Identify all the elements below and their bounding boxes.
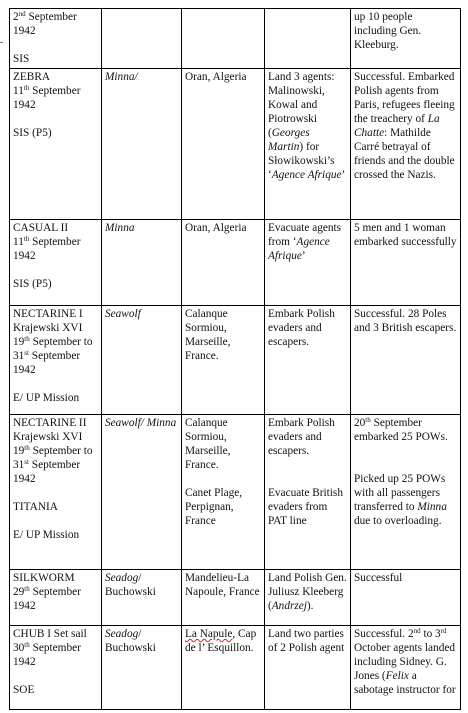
vessel-name: Minna/ — [105, 71, 138, 83]
result-text: 20th September embarked 25 POWs. — [354, 416, 448, 443]
task-cell — [265, 220, 351, 306]
table-row — [10, 220, 461, 306]
task-text: Evacuate agents from ‘Agence Afrique’ — [268, 222, 342, 262]
table-row — [10, 415, 461, 570]
location-cell — [182, 69, 265, 220]
result-text: Successful — [354, 572, 403, 584]
vessel-name: Seawolf — [105, 308, 141, 320]
vessel-cell — [102, 9, 182, 69]
location-text: La Napule, Cap de l’ Esquillon. — [185, 628, 257, 654]
vessel-cell — [102, 626, 182, 710]
location-text-secondary: Canet Plage, Perpignan, France — [185, 487, 243, 527]
task-cell — [265, 570, 351, 626]
result-text-secondary: Picked up 25 POWs with all passengers transferred to Minna due to overloading. — [354, 473, 447, 527]
operation-name: CASUAL II — [13, 222, 69, 234]
task-cell — [265, 415, 351, 570]
organisation-text: SOE — [13, 684, 35, 696]
vessel-cell — [102, 570, 182, 626]
operation-cell — [10, 220, 102, 306]
vessel-name: Seadog/ Buchowski — [105, 572, 156, 598]
operation-name: SILKWORM — [13, 572, 75, 584]
vessel-name: Minna — [105, 222, 135, 234]
operation-name: NECTARINE II Krajewski XVI — [13, 417, 87, 443]
location-text: Mandelieu-La Napoule, France — [185, 572, 260, 598]
task-cell — [265, 306, 351, 415]
result-cell — [351, 626, 461, 710]
operation-name: CHUB I Set sail — [13, 628, 87, 640]
operation-cell — [10, 306, 102, 415]
location-cell — [182, 626, 265, 710]
operation-cell — [10, 415, 102, 570]
task-text: Embark Polish evaders and escapers. — [268, 417, 335, 457]
result-cell — [351, 415, 461, 570]
location-text: Oran, Algeria — [185, 222, 247, 234]
operation-name: SIS — [13, 53, 30, 65]
page-edge-mark — [0, 42, 3, 43]
date-text: 19th September to 31st September 1942 — [13, 335, 93, 376]
date-text: 11th September 1942 — [13, 235, 81, 262]
table-row — [10, 69, 461, 220]
table-row — [10, 9, 461, 69]
date-text: 2nd September 1942 — [13, 10, 77, 37]
result-cell — [351, 570, 461, 626]
result-cell — [351, 306, 461, 415]
vessel-cell — [102, 69, 182, 220]
result-cell — [351, 220, 461, 306]
result-text: Successful. 2nd to 3rd October agents landed including Sidney. G. Jones (Felix a sabotage instructor for — [354, 627, 456, 696]
location-cell — [182, 415, 265, 570]
location-cell — [182, 9, 265, 69]
result-cell — [351, 69, 461, 220]
date-text: 11th September 1942 — [13, 84, 81, 111]
task-text: Embark Polish evaders and escapers. — [268, 308, 335, 348]
result-text: Successful. Embarked Polish agents from Paris, refugees fleeing the treachery of La Chatte: Mathilde Carré betrayal of friends and the double crossed the Nazis. — [354, 71, 455, 181]
operation-name-secondary: TITANIA — [13, 501, 58, 513]
task-cell — [265, 626, 351, 710]
organisation-text: SIS (P5) — [13, 127, 52, 139]
date-text: 19th September to 31st September 1942 — [13, 444, 93, 485]
vessel-name: Seadog/ Buchowski — [105, 628, 156, 654]
operation-cell — [10, 9, 102, 69]
operation-cell — [10, 69, 102, 220]
organisation-text: SIS (P5) — [13, 278, 52, 290]
vessel-cell — [102, 306, 182, 415]
result-text: Successful. 28 Poles and 3 British escapers. — [354, 308, 457, 334]
location-cell — [182, 306, 265, 415]
task-text-secondary: Evacuate British evaders from PAT line — [268, 487, 343, 527]
task-cell — [265, 9, 351, 69]
operation-name: NECTARINE I Krajewski XVI — [13, 308, 83, 334]
table-row — [10, 306, 461, 415]
task-text: Land 3 agents: Malinowski, Kowal and Piotrowski (Georges Martin) for Słowikowski’s ‘Agence Afrique’ — [268, 71, 346, 181]
organisation-text: E/ UP Mission — [13, 392, 80, 404]
date-text: 30th September 1942 — [13, 641, 81, 668]
operation-name: ZEBRA — [13, 71, 51, 83]
location-cell — [182, 220, 265, 306]
date-text: 29th September 1942 — [13, 585, 81, 612]
location-text: Calanque Sormiou, Marseille, France. — [185, 417, 231, 471]
operations-table — [9, 8, 461, 710]
task-text: Land Polish Gen. Juliusz Kleeberg (Andrzej). — [268, 572, 347, 612]
location-cell — [182, 570, 265, 626]
result-cell — [351, 9, 461, 69]
vessel-cell — [102, 220, 182, 306]
vessel-cell — [102, 415, 182, 570]
task-text: Land two parties of 2 Polish agent — [268, 628, 345, 654]
location-text: Oran, Algeria — [185, 71, 247, 83]
organisation-text: E/ UP Mission — [13, 529, 80, 541]
task-cell — [265, 69, 351, 220]
vessel-name: Seawolf/ Minna — [105, 417, 177, 429]
table-row — [10, 570, 461, 626]
result-text: 5 men and 1 woman embarked successfully — [354, 222, 457, 248]
table-row — [10, 626, 461, 710]
operation-cell — [10, 570, 102, 626]
operation-cell — [10, 626, 102, 710]
result-text: up 10 people including Gen. Kleeburg. — [354, 11, 422, 51]
location-text: Calanque Sormiou, Marseille, France. — [185, 308, 231, 362]
